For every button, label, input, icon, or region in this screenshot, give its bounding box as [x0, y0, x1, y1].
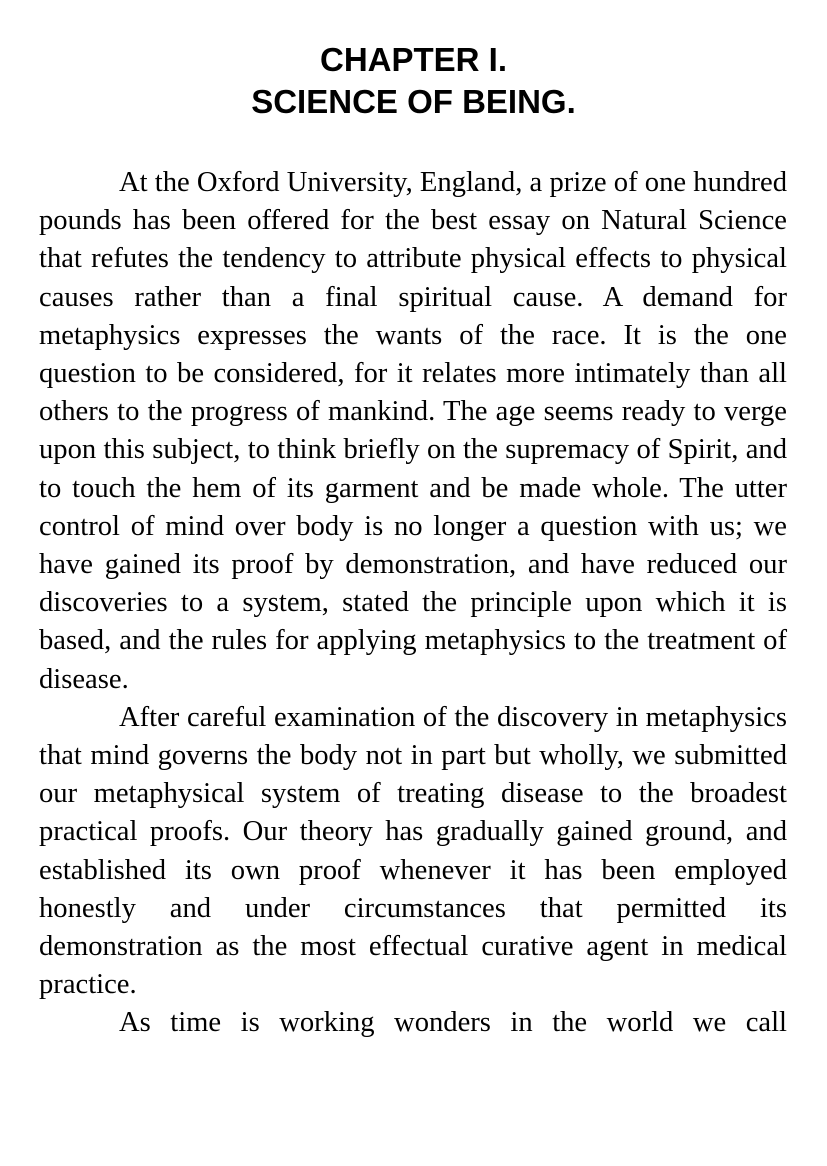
paragraph-3: As time is working wonders in the world we call	[119, 1007, 787, 1039]
chapter-body	[39, 164, 787, 1043]
chapter-title-heading: SCIENCE OF BEING.	[251, 83, 576, 120]
paragraph-2: After careful examination of the discovery in metaphysics that mind governs the body not in part but wholly, we submitted our metaphysical system of treating disease to the broadest practical proofs. Our theory has gradually gained ground, and established its own proof whenever it has been employed honestly and under circumstances that permitted its demonstration as the most effectual curative agent in medical practice.	[39, 701, 787, 1001]
chapter-number-heading: CHAPTER I.	[319, 41, 507, 78]
paragraph-1: At the Oxford University, England, a prize of one hundred pounds has been offered for the best essay on Natural Science that refutes the tendency to attribute physical effects to physical causes rather than a final spiritual cause. A demand for metaphysics expresses the wants of the race. It is the one question to be considered, for it relates more intimately than all others to the progress of mankind. The age seems ready to verge upon this subject, to think briefly on the supremacy of Spirit, and to touch the hem of its garment and be made whole. The utter control of mind over body is no longer a question with us; we have gained its proof by demonstration, and have reduced our discoveries to a system, stated the principle upon which it is based, and the rules for applying metaphysics to the treatment of disease.	[39, 167, 787, 695]
